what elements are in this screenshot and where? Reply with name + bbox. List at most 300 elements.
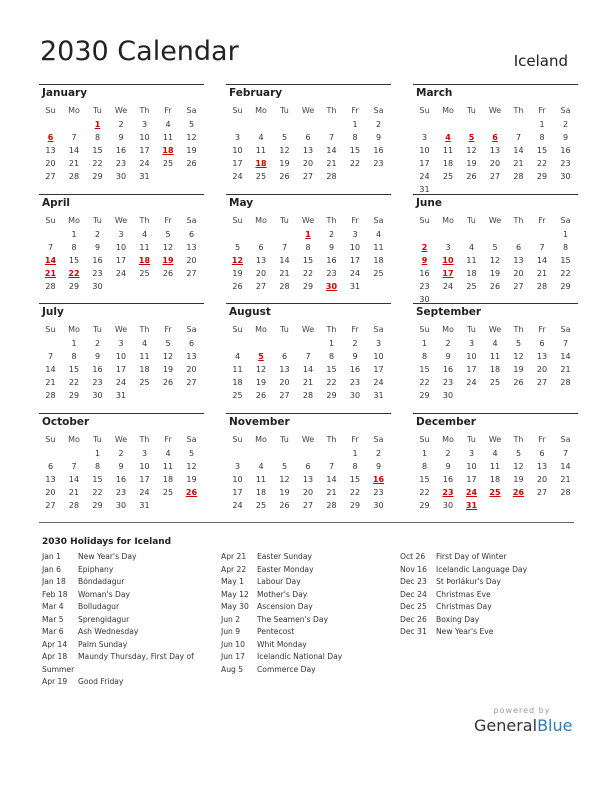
day: 5 bbox=[281, 132, 288, 142]
day: 15 bbox=[536, 145, 548, 155]
day: 18 bbox=[466, 268, 477, 278]
day: 19 bbox=[279, 158, 290, 168]
weekday-header: Mo bbox=[255, 435, 267, 444]
day: 5 bbox=[515, 339, 522, 348]
holiday-date: Aug 5 bbox=[221, 664, 244, 674]
day: 21 bbox=[68, 158, 80, 168]
weekday-header: We bbox=[488, 435, 502, 444]
day: 4 bbox=[141, 230, 148, 239]
day: 6 bbox=[515, 242, 522, 252]
weekday-header: Fr bbox=[164, 435, 172, 444]
day: 21 bbox=[560, 474, 571, 484]
holiday-date: Feb 18 bbox=[42, 589, 68, 599]
day: 27 bbox=[489, 171, 501, 181]
day: 17 bbox=[349, 255, 361, 265]
day: 6 bbox=[305, 461, 311, 471]
day: 22 bbox=[349, 487, 361, 497]
weekday-header: Tu bbox=[280, 325, 289, 334]
day: 21 bbox=[302, 377, 314, 387]
month-july bbox=[39, 303, 204, 413]
day: 3 bbox=[468, 339, 475, 348]
holiday-column-3 bbox=[400, 551, 570, 639]
month-name: April bbox=[42, 197, 71, 209]
holiday-entry bbox=[400, 601, 570, 614]
day: 10 bbox=[419, 145, 430, 155]
brand-logo[interactable] bbox=[474, 706, 573, 735]
day: 27 bbox=[513, 281, 524, 291]
holiday-date: Dec 25 bbox=[400, 602, 427, 611]
day: 12 bbox=[466, 145, 477, 155]
weekday-header: Sa bbox=[373, 435, 384, 444]
day: 17 bbox=[419, 158, 430, 168]
day: 17 bbox=[115, 364, 127, 374]
month-rule bbox=[413, 84, 578, 85]
holiday-name: Epiphany bbox=[78, 564, 114, 574]
day: 1 bbox=[71, 339, 77, 348]
day: 12 bbox=[513, 351, 524, 361]
weekday-header: We bbox=[301, 106, 315, 115]
day: 25 bbox=[255, 171, 267, 181]
day: 31 bbox=[349, 281, 361, 291]
holiday-entry bbox=[221, 551, 391, 564]
day: 6 bbox=[539, 449, 545, 458]
day: 14 bbox=[536, 255, 548, 265]
day: 29 bbox=[68, 390, 80, 400]
day: 21 bbox=[279, 268, 290, 278]
day: 8 bbox=[352, 132, 358, 142]
holiday-day: 16 bbox=[372, 474, 385, 484]
day: 27 bbox=[279, 390, 290, 400]
day: 1 bbox=[328, 339, 335, 348]
day: 27 bbox=[302, 171, 314, 181]
day: 25 bbox=[162, 158, 174, 168]
day: 15 bbox=[560, 255, 571, 265]
holiday-date: Mar 6 bbox=[42, 627, 64, 636]
day: 9 bbox=[118, 461, 124, 471]
holiday-name: The Seamen's Day bbox=[257, 614, 329, 624]
weekday-header: Fr bbox=[351, 216, 359, 225]
month-rule bbox=[39, 303, 204, 304]
day: 15 bbox=[419, 474, 430, 484]
day: 22 bbox=[349, 158, 361, 168]
day: 30 bbox=[349, 390, 361, 400]
day: 17 bbox=[139, 145, 150, 155]
day: 7 bbox=[515, 132, 522, 142]
day: 18 bbox=[373, 255, 384, 265]
month-january bbox=[39, 84, 204, 194]
day: 7 bbox=[328, 132, 335, 142]
day: 21 bbox=[560, 364, 571, 374]
weekday-header: Mo bbox=[442, 325, 454, 334]
day: 17 bbox=[466, 364, 477, 374]
day: 10 bbox=[373, 351, 384, 361]
day: 25 bbox=[162, 487, 174, 497]
day: 13 bbox=[186, 242, 197, 252]
day: 26 bbox=[489, 281, 501, 291]
month-name: May bbox=[229, 197, 254, 209]
day: 20 bbox=[489, 158, 501, 168]
holiday-column-2 bbox=[221, 551, 391, 676]
day: 13 bbox=[279, 364, 290, 374]
day: 9 bbox=[328, 242, 335, 252]
weekday-header: Sa bbox=[373, 325, 384, 334]
holiday-name: Woman's Day bbox=[78, 589, 131, 599]
day: 12 bbox=[513, 461, 524, 471]
day: 7 bbox=[71, 132, 77, 142]
day: 19 bbox=[466, 158, 477, 168]
holiday-day: 26 bbox=[185, 487, 198, 497]
day: 4 bbox=[234, 351, 241, 361]
month-february bbox=[226, 84, 391, 194]
weekday-header: Tu bbox=[467, 216, 476, 225]
weekday-header: Tu bbox=[93, 106, 102, 115]
day: 9 bbox=[375, 132, 382, 142]
day: 19 bbox=[162, 364, 174, 374]
day: 4 bbox=[492, 339, 498, 348]
holiday-day: 18 bbox=[138, 255, 151, 265]
holiday-date: Apr 18 bbox=[42, 652, 68, 661]
weekday-header: Fr bbox=[351, 106, 359, 115]
weekday-header: Th bbox=[139, 216, 150, 225]
day: 3 bbox=[141, 120, 148, 129]
day: 27 bbox=[302, 500, 314, 510]
day: 6 bbox=[188, 230, 195, 239]
day: 13 bbox=[536, 351, 548, 361]
weekday-header: Mo bbox=[255, 106, 267, 115]
day: 25 bbox=[139, 377, 150, 387]
day: 2 bbox=[375, 120, 382, 129]
day: 17 bbox=[373, 364, 384, 374]
day: 9 bbox=[94, 351, 101, 361]
weekday-header: Su bbox=[45, 325, 56, 334]
holiday-day: 25 bbox=[489, 487, 501, 497]
holiday-day: 31 bbox=[465, 500, 478, 510]
holiday-name: Ash Wednesday bbox=[78, 627, 139, 636]
weekday-header: Tu bbox=[280, 435, 289, 444]
day: 24 bbox=[466, 377, 477, 387]
day: 2 bbox=[445, 449, 451, 458]
day: 22 bbox=[419, 487, 430, 497]
day: 12 bbox=[162, 351, 174, 361]
weekday-header: Tu bbox=[467, 435, 476, 444]
day: 26 bbox=[466, 171, 477, 181]
day: 27 bbox=[255, 281, 267, 291]
holiday-name: Boxing Day bbox=[436, 614, 480, 624]
holiday-date: May 12 bbox=[221, 589, 249, 599]
day: 12 bbox=[255, 364, 267, 374]
day: 13 bbox=[45, 474, 56, 484]
day: 23 bbox=[326, 268, 337, 278]
weekday-header: Th bbox=[326, 435, 337, 444]
day: 28 bbox=[279, 281, 290, 291]
day: 15 bbox=[326, 364, 337, 374]
day: 16 bbox=[326, 255, 337, 265]
weekday-header: Sa bbox=[186, 106, 197, 115]
day: 20 bbox=[186, 255, 197, 265]
day: 10 bbox=[466, 351, 477, 361]
day: 8 bbox=[328, 351, 335, 361]
weekday-header: Tu bbox=[93, 325, 102, 334]
day: 10 bbox=[115, 351, 127, 361]
day: 28 bbox=[68, 171, 80, 181]
holiday-date: Dec 26 bbox=[400, 614, 427, 624]
holiday-name: New Year's Eve bbox=[436, 627, 494, 636]
month-name: June bbox=[416, 197, 442, 209]
holiday-entry bbox=[221, 576, 391, 589]
weekday-header: Su bbox=[232, 325, 243, 334]
weekday-header: Tu bbox=[93, 216, 102, 225]
day: 15 bbox=[68, 364, 80, 374]
day: 24 bbox=[349, 268, 361, 278]
day: 18 bbox=[442, 158, 454, 168]
month-april bbox=[39, 194, 204, 304]
holiday-name: Commerce Day bbox=[257, 664, 316, 674]
day: 16 bbox=[442, 364, 454, 374]
day: 6 bbox=[258, 242, 264, 252]
holiday-name: Pentecost bbox=[257, 627, 295, 636]
weekday-header: Mo bbox=[442, 106, 454, 115]
day: 23 bbox=[92, 268, 103, 278]
day: 20 bbox=[302, 158, 314, 168]
day: 5 bbox=[515, 449, 522, 458]
weekday-header: Sa bbox=[560, 216, 571, 225]
day: 28 bbox=[326, 500, 337, 510]
weekday-header: Mo bbox=[68, 216, 80, 225]
day: 27 bbox=[186, 268, 197, 278]
day: 23 bbox=[419, 281, 430, 291]
day: 4 bbox=[258, 461, 264, 471]
holiday-name: Sprengidagur bbox=[78, 614, 130, 624]
day: 3 bbox=[468, 449, 475, 458]
day: 7 bbox=[47, 242, 54, 252]
day: 15 bbox=[419, 364, 430, 374]
month-name: March bbox=[416, 87, 453, 99]
holiday-day: 21 bbox=[44, 268, 57, 278]
day: 5 bbox=[234, 242, 241, 252]
day: 28 bbox=[560, 377, 571, 387]
day: 5 bbox=[188, 449, 195, 458]
day: 16 bbox=[92, 364, 103, 374]
day: 11 bbox=[442, 145, 454, 155]
weekday-header: Sa bbox=[373, 216, 384, 225]
day: 25 bbox=[373, 268, 384, 278]
day: 19 bbox=[279, 487, 290, 497]
day: 3 bbox=[234, 132, 241, 142]
day: 23 bbox=[115, 487, 127, 497]
month-rule bbox=[39, 413, 204, 414]
holiday-entry bbox=[221, 564, 391, 577]
holiday-entry bbox=[42, 551, 212, 564]
day: 23 bbox=[349, 377, 361, 387]
holiday-day: 6 bbox=[47, 132, 54, 142]
generalblue-logo bbox=[474, 716, 573, 735]
holiday-date: Mar 5 bbox=[42, 614, 64, 624]
holiday-name: Bóndadagur bbox=[78, 577, 125, 586]
weekday-header: Sa bbox=[560, 325, 571, 334]
day: 21 bbox=[68, 487, 80, 497]
holiday-name: Palm Sunday bbox=[78, 639, 128, 649]
weekday-header: Sa bbox=[186, 435, 197, 444]
month-name: July bbox=[42, 306, 64, 318]
holiday-date: Jan 18 bbox=[42, 577, 66, 586]
weekday-header: We bbox=[114, 106, 128, 115]
day: 28 bbox=[45, 281, 56, 291]
holiday-day: 12 bbox=[231, 255, 244, 265]
day: 10 bbox=[232, 145, 243, 155]
day: 18 bbox=[232, 377, 243, 387]
day: 4 bbox=[492, 449, 498, 458]
day: 7 bbox=[47, 351, 54, 361]
day: 28 bbox=[302, 390, 314, 400]
day: 9 bbox=[118, 132, 124, 142]
day: 5 bbox=[165, 230, 171, 239]
day: 18 bbox=[255, 487, 267, 497]
weekday-header: Su bbox=[419, 325, 430, 334]
day: 6 bbox=[539, 339, 545, 348]
holiday-entry bbox=[42, 651, 207, 676]
day: 6 bbox=[281, 351, 288, 361]
day: 16 bbox=[115, 145, 127, 155]
day: 20 bbox=[45, 158, 56, 168]
day: 29 bbox=[536, 171, 548, 181]
weekday-header: We bbox=[301, 216, 315, 225]
day: 4 bbox=[468, 242, 475, 252]
day: 18 bbox=[489, 474, 501, 484]
holiday-date: Dec 31 bbox=[400, 627, 427, 636]
day: 22 bbox=[419, 377, 430, 387]
day: 15 bbox=[92, 474, 103, 484]
day: 1 bbox=[94, 449, 101, 458]
holiday-day: 26 bbox=[512, 487, 525, 497]
holiday-date: May 30 bbox=[221, 602, 249, 611]
day: 14 bbox=[45, 364, 56, 374]
day: 12 bbox=[489, 255, 501, 265]
day: 30 bbox=[560, 171, 571, 181]
month-rule bbox=[226, 84, 391, 85]
day: 29 bbox=[326, 390, 337, 400]
weekday-header: Mo bbox=[255, 216, 267, 225]
day: 1 bbox=[562, 230, 569, 239]
day: 10 bbox=[115, 242, 127, 252]
day: 2 bbox=[94, 339, 101, 348]
month-rule bbox=[39, 84, 204, 85]
weekday-header: Fr bbox=[538, 106, 546, 115]
holiday-entry bbox=[221, 639, 391, 652]
day: 8 bbox=[421, 461, 428, 471]
weekday-header: Fr bbox=[164, 106, 172, 115]
holiday-name: Icelandic Language Day bbox=[436, 564, 528, 574]
day: 29 bbox=[560, 281, 571, 291]
day: 9 bbox=[445, 461, 451, 471]
day: 31 bbox=[115, 390, 127, 400]
day: 21 bbox=[45, 377, 56, 387]
weekday-header: Tu bbox=[280, 216, 289, 225]
month-march bbox=[413, 84, 578, 194]
day: 7 bbox=[281, 242, 288, 252]
day: 2 bbox=[94, 230, 101, 239]
day: 24 bbox=[139, 158, 150, 168]
day: 22 bbox=[560, 268, 571, 278]
weekday-header: Th bbox=[513, 106, 524, 115]
day: 27 bbox=[45, 500, 56, 510]
day: 26 bbox=[279, 171, 290, 181]
holiday-date: Dec 24 bbox=[400, 589, 427, 599]
weekday-header: Th bbox=[513, 435, 524, 444]
day: 13 bbox=[489, 145, 501, 155]
day: 26 bbox=[279, 500, 290, 510]
day: 20 bbox=[186, 364, 197, 374]
holiday-name: Christmas Day bbox=[436, 602, 492, 611]
day: 4 bbox=[258, 132, 264, 142]
day: 31 bbox=[419, 184, 430, 194]
holiday-day: 4 bbox=[445, 132, 451, 142]
day: 24 bbox=[115, 268, 127, 278]
holiday-day: 17 bbox=[442, 268, 454, 278]
month-name: October bbox=[42, 416, 90, 428]
holiday-entry bbox=[221, 664, 391, 677]
month-rule bbox=[39, 194, 204, 195]
day: 13 bbox=[45, 145, 56, 155]
weekday-header: Su bbox=[232, 435, 243, 444]
weekday-header: Fr bbox=[164, 216, 172, 225]
day: 30 bbox=[373, 500, 384, 510]
day: 28 bbox=[45, 390, 56, 400]
day: 29 bbox=[92, 500, 103, 510]
day: 2 bbox=[328, 230, 335, 239]
month-may bbox=[226, 194, 391, 304]
day: 3 bbox=[445, 242, 451, 252]
day: 16 bbox=[373, 145, 384, 155]
day: 14 bbox=[68, 145, 80, 155]
day: 2 bbox=[562, 120, 569, 129]
day: 24 bbox=[442, 281, 454, 291]
holiday-name: Christmas Eve bbox=[436, 589, 491, 599]
day: 31 bbox=[373, 390, 384, 400]
day: 8 bbox=[94, 461, 101, 471]
holiday-day: 9 bbox=[421, 255, 428, 265]
holiday-entry bbox=[400, 551, 570, 564]
day: 3 bbox=[118, 339, 124, 348]
weekday-header: Mo bbox=[68, 325, 80, 334]
weekday-header: Fr bbox=[351, 435, 359, 444]
holiday-day: 22 bbox=[68, 268, 80, 278]
day: 27 bbox=[45, 171, 56, 181]
day: 11 bbox=[466, 255, 477, 265]
day: 2 bbox=[118, 120, 124, 129]
day: 25 bbox=[489, 377, 501, 387]
weekday-header: Fr bbox=[538, 325, 546, 334]
day: 25 bbox=[139, 268, 150, 278]
day: 19 bbox=[186, 474, 197, 484]
brand-blue: Blue bbox=[537, 716, 573, 735]
weekday-header: Mo bbox=[442, 216, 454, 225]
holiday-date: Jun 2 bbox=[221, 614, 241, 624]
day: 29 bbox=[419, 390, 430, 400]
day: 25 bbox=[255, 500, 267, 510]
day: 14 bbox=[68, 474, 80, 484]
day: 29 bbox=[92, 171, 103, 181]
day: 18 bbox=[162, 474, 174, 484]
month-june bbox=[413, 194, 578, 304]
day: 23 bbox=[373, 158, 384, 168]
weekday-header: Th bbox=[513, 216, 524, 225]
weekday-header: Su bbox=[45, 435, 56, 444]
day: 13 bbox=[255, 255, 267, 265]
day: 12 bbox=[279, 145, 290, 155]
day: 3 bbox=[118, 230, 124, 239]
day: 20 bbox=[279, 377, 290, 387]
month-december bbox=[413, 413, 578, 523]
